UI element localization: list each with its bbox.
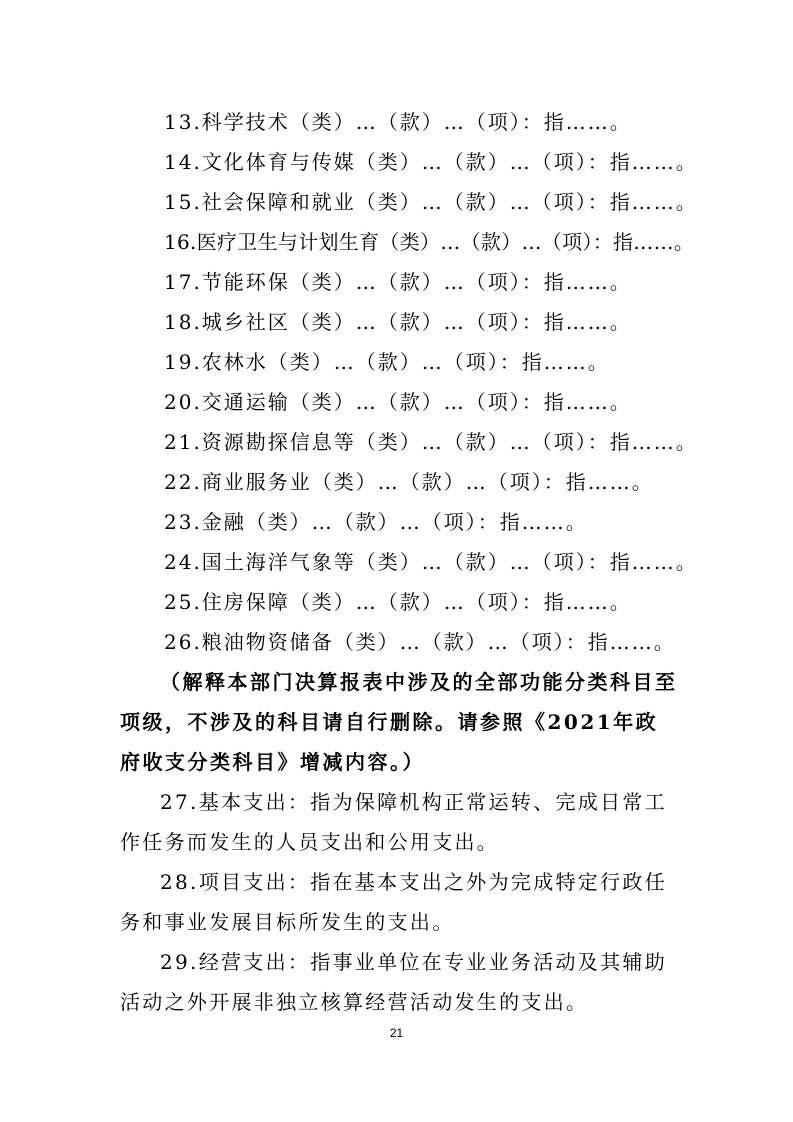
list-item-15: 15.社会保障和就业（类）…（款）…（项）：指……。 — [164, 190, 698, 214]
list-item-19: 19.农林水（类）…（款）…（项）：指……。 — [164, 350, 610, 374]
list-item-25: 25.住房保障（类）…（款）…（项）：指……。 — [164, 590, 632, 614]
list-item-14: 14.文化体育与传媒（类）…（款）…（项）：指……。 — [164, 150, 698, 174]
list-item-21: 21.资源勘探信息等（类）…（款）…（项）：指……。 — [164, 430, 698, 454]
instruction-note: （解释本部门决算报表中涉及的全部功能分类科目至项级，不涉及的科目请自行删除。请参照《2021年政府收支分类科目》增减内容。） — [120, 670, 678, 774]
list-item-24: 24.国土海洋气象等（类）…（款）…（项）：指……。 — [164, 550, 698, 574]
list-item-20: 20.交通运输（类）…（款）…（项）：指……。 — [164, 390, 632, 414]
paragraph-27: 27.基本支出：指为保障机构正常运转、完成日常工作任务而发生的人员支出和公用支出。 — [120, 790, 668, 854]
list-item-26: 26.粮油物资储备（类）…（款）…（项）：指……。 — [164, 630, 676, 654]
page-number: 21 — [389, 1026, 404, 1040]
list-item-23: 23.金融（类）…（款）…（项）：指……。 — [164, 510, 588, 534]
list-item-16: 16.医疗卫生与计划生育（类）…（款）…（项）：指……。 — [164, 230, 695, 254]
paragraph-29: 29.经营支出：指事业单位在专业业务活动及其辅助活动之外开展非独立核算经营活动发生的支出。 — [120, 950, 668, 1014]
list-item-22: 22.商业服务业（类）…（款）…（项）：指……。 — [164, 470, 654, 494]
list-item-13: 13.科学技术（类）…（款）…（项）：指……。 — [164, 110, 632, 134]
paragraph-28: 28.项目支出：指在基本支出之外为完成特定行政任务和事业发展目标所发生的支出。 — [120, 870, 668, 934]
list-item-18: 18.城乡社区（类）…（款）…（项）：指……。 — [164, 310, 632, 334]
list-item-17: 17.节能环保（类）…（款）…（项）：指……。 — [164, 270, 632, 294]
